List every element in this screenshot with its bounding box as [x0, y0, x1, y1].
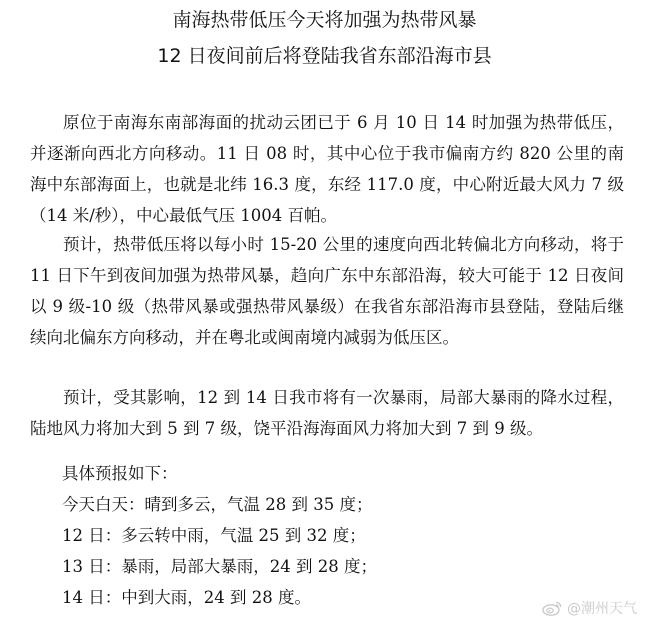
paragraph-disturbance: 原位于南海东南部海面的扰动云团已于 6 月 10 日 14 时加强为热带低压，并逐渐向西北方向移动。11 日 08 时，其中心位于我市偏南方约 820 公里的南海中东部海面上，也就是北纬 16.3 度，东经 117.0 度，中心附近最大风力 7 级（14 米/秒），中心最低气压 1004 百帕。: [30, 113, 624, 225]
watermark-text: @潮州天气: [567, 601, 637, 617]
forecast-heading: 具体预报如下：: [62, 464, 178, 483]
document-title-line1: 南海热带低压今天将加强为热带风暴: [172, 9, 477, 31]
forecast-item-today: 今天白天：晴到多云，气温 28 到 35 度；: [62, 495, 373, 514]
weibo-icon: [542, 600, 562, 616]
forecast-item-14: 14 日：中到大雨，24 到 28 度。: [62, 588, 311, 607]
paragraph-rain-impact: 预计，受其影响，12 到 14 日我市将有一次暴雨，局部大暴雨的降水过程，陆地风力将加大到 5 到 7 级，饶平沿海海面风力将加大到 7 到 9 级。: [30, 388, 624, 438]
forecast-list: [62, 458, 622, 613]
weibo-watermark: [542, 598, 637, 618]
forecast-item-13: 13 日：暴雨，局部大暴雨，24 到 28 度；: [62, 557, 377, 576]
document-title-line2: 12 日夜间前后将登陆我省东部沿海市县: [157, 45, 492, 67]
forecast-item-12: 12 日：多云转中雨，气温 25 到 32 度；: [62, 526, 366, 545]
paragraph-forecast-track: 预计，热带低压将以每小时 15-20 公里的速度向西北转偏北方向移动，将于 11 日下午到夜间加强为热带风暴，趋向广东中东部沿海，较大可能于 12 日夜间以 9 级-10 级（热带风暴或强热带风暴级）在我省东部沿海市县登陆，登陆后继续向北偏东方向移动，并在粤北或闽南境内减弱为低压区。: [30, 235, 624, 347]
